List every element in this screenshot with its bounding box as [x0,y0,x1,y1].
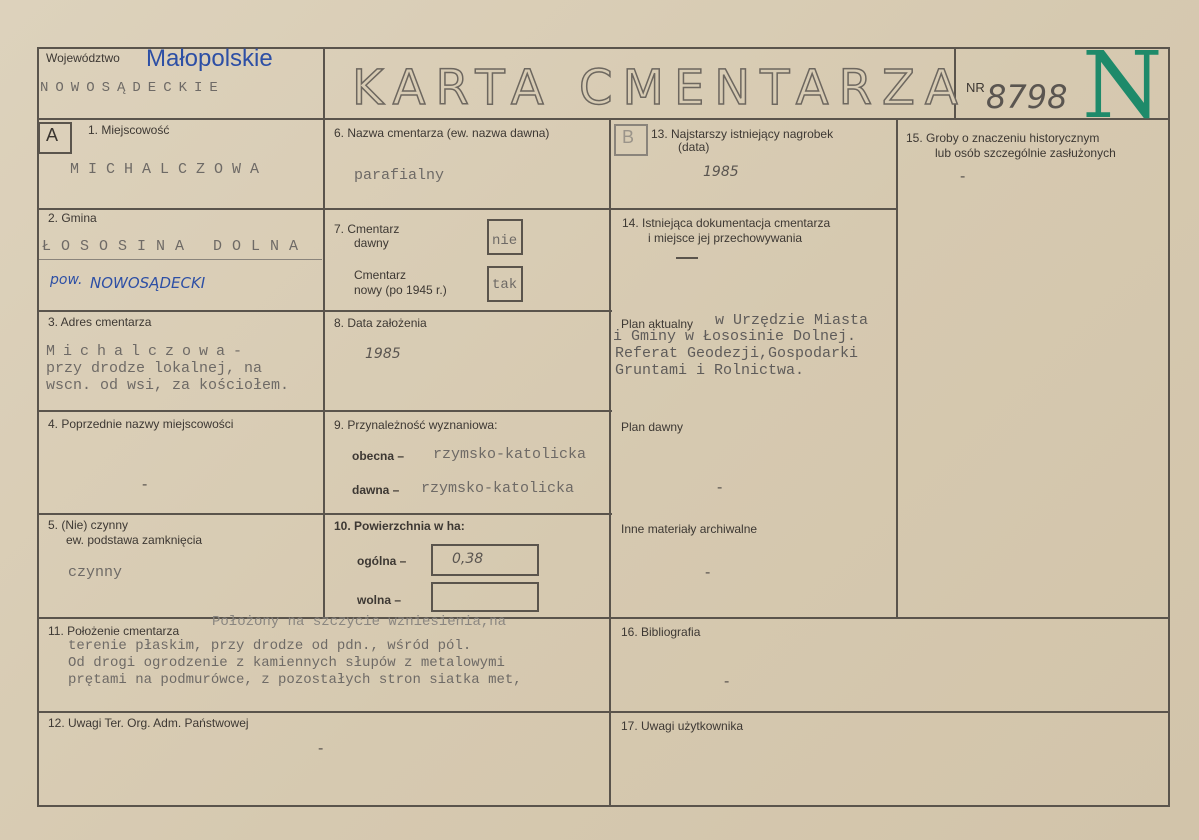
field-13-label-1: 13. Najstarszy istniejący nagrobek [651,127,834,141]
category-letter: N [1082,32,1163,139]
field-10-total-label: ogólna – [357,554,407,568]
rule [37,259,322,260]
field-14-current-plan-line4: Gruntami i Rolnictwa. [615,362,805,379]
field-11-line4: prętami na podmurówce, z pozostałych stron siatka met, [68,672,522,688]
field-2-powiat-value: NOWOSĄDECKI [90,274,206,292]
field-7-old-value: nie [492,233,518,249]
wojewodztwo-label: Województwo [46,51,120,65]
field-3-line2: przy drodze lokalnej, na [46,360,263,377]
field-8-value: 1985 [365,346,401,362]
field-5-label-1: 5. (Nie) czynny [48,518,129,532]
field-2-powiat-prefix: pow. [50,272,83,288]
wojewodztwo-value: Małopolskie [146,45,273,72]
field-4-label: 4. Poprzednie nazwy miejscowości [48,417,234,431]
field-11-line1: Położony na szczycie wzniesienia,na [212,614,507,630]
field-6-label: 6. Nazwa cmentarza (ew. nazwa dawna) [334,126,550,140]
field-15-value: - [960,168,966,185]
field-12-value: - [318,740,324,757]
rule [323,47,325,617]
field-7-new-label-1: Cmentarz [354,268,407,282]
field-14-dash [676,257,698,259]
field-15-label-1: 15. Groby o znaczeniu historycznym [906,131,1100,145]
field-2-label: 2. Gmina [48,211,97,225]
field-7-old-label-2: dawny [354,236,389,250]
field-7-new-label-2: nowy (po 1945 r.) [354,283,447,297]
card-title: KARTA CMENTARZA [352,60,968,116]
field-14-old-plan-value: - [717,479,723,496]
field-17-label: 17. Uwagi użytkownika [621,719,744,733]
field-11-line2: terenie płaskim, przy drodze od pdn., wśród pól. [68,638,472,654]
rule [37,118,1170,120]
field-14-current-plan-line1: w Urzędzie Miasta [715,312,869,329]
field-11-label: 11. Położenie cmentarza [48,624,180,638]
field-14-current-plan-line3: Referat Geodezji,Gospodarki [615,345,859,362]
field-3-label: 3. Adres cmentarza [48,315,152,329]
rule [1168,47,1170,807]
section-b-letter: B [622,127,635,147]
field-5-value: czynny [68,564,123,581]
rule [37,805,1170,807]
field-14-label-1: 14. Istniejąca dokumentacja cmentarza [622,216,831,230]
field-15-label-2: lub osób szczególnie zasłużonych [935,146,1116,160]
nr-label: NR [966,80,985,95]
section-a-letter: A [46,125,59,145]
field-13-label-2: (data) [678,140,710,154]
field-2-value: ŁOSOSINA DOLNA [42,238,309,255]
field-7-old-label-1: 7. Cmentarz [334,222,400,236]
field-14-old-plan-label: Plan dawny [621,420,684,434]
field-16-label: 16. Bibliografia [621,625,701,639]
field-9-former-value: rzymsko-katolicka [421,480,575,497]
field-10-free-box [431,582,539,612]
old-region: NOWOSĄDECKIE [40,80,225,96]
field-10-total-box [431,544,539,576]
field-1-label: 1. Miejscowość [88,123,170,137]
field-14-other-label: Inne materiały archiwalne [621,522,758,536]
field-9-current-value: rzymsko-katolicka [433,446,587,463]
field-13-value: 1985 [703,164,739,180]
nr-value: 8798 [986,78,1068,116]
field-4-value: - [142,476,148,493]
rule [896,118,898,618]
field-3-line1: Michalczowa- [46,343,251,360]
field-10-free-label: wolna – [357,593,402,607]
field-14-current-plan-label: Plan aktualny [621,317,694,331]
field-7-new-value: tak [492,277,518,293]
field-11-line3: Od drogi ogrodzenie z kamiennych słupów z metalowymi [68,655,505,671]
rule [37,617,1170,619]
rule [37,47,39,807]
field-12-label: 12. Uwagi Ter. Org. Adm. Państwowej [48,716,249,730]
field-9-current-label: obecna – [352,449,405,463]
field-14-current-plan-line2: i Gminy w Łososinie Dolnej. [613,328,857,345]
field-6-value: parafialny [354,167,445,184]
field-8-label: 8. Data założenia [334,316,427,330]
field-10-total-value: 0,38 [452,551,484,567]
field-5-label-2: ew. podstawa zamknięcia [66,533,203,547]
field-14-label-2: i miejsce jej przechowywania [648,231,803,245]
field-16-value: - [724,673,730,690]
rule [37,208,897,210]
field-9-former-label: dawna – [352,483,400,497]
field-10-label: 10. Powierzchnia w ha: [334,519,465,533]
field-3-line3: wscn. od wsi, za kościołem. [46,377,290,394]
rule [37,711,1170,713]
field-9-label: 9. Przynależność wyznaniowa: [334,418,498,432]
rule [609,118,611,807]
field-1-value: MICHALCZOWA [70,161,269,178]
field-14-other-value: - [705,564,711,581]
